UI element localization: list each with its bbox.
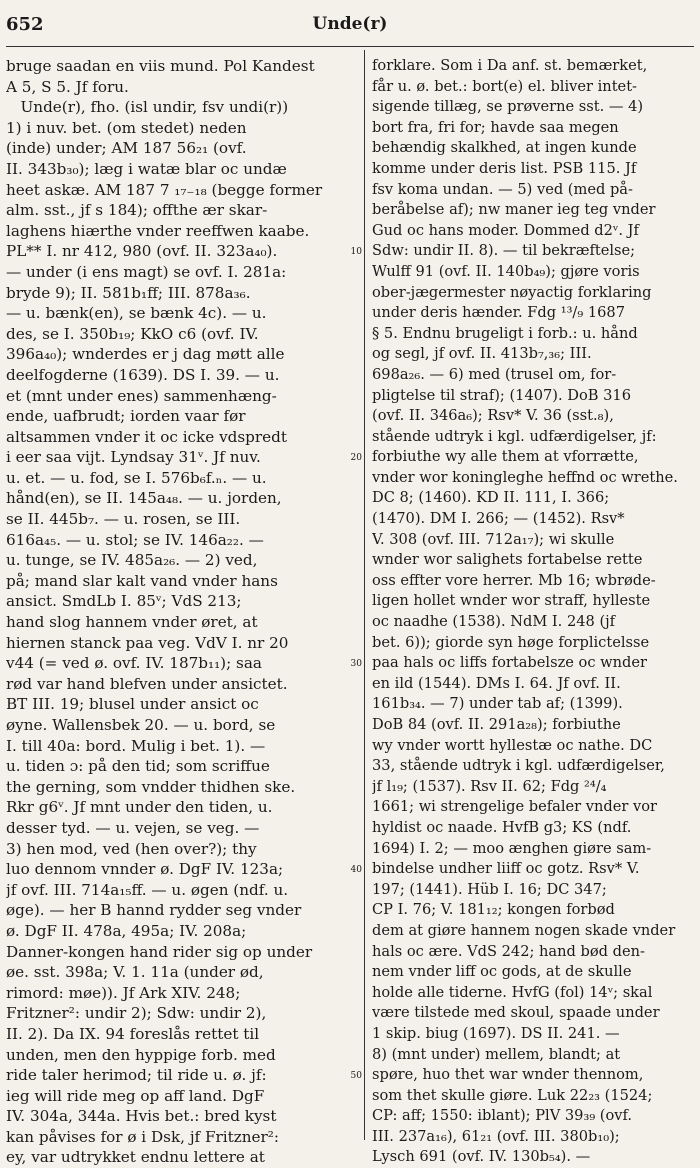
text-line: hyldist oc naade. HvfB g3; KS (ndf. [372,818,632,836]
text-line: V. 308 (ovf. III. 712a₁₇); wi skulle [372,530,615,548]
text-line: oc naadhe (1538). NdM I. 248 (jf [372,613,616,631]
text-line: wnder wor salighets fortabelse rette [372,551,643,569]
text-line: 161b₃₄. — 7) under tab af; (1399). [372,695,623,713]
text-line: pligtelse til straf); (1407). DoB 316 [372,386,631,404]
text-line: v44 (= ved ø. ovf. IV. 187b₁₁); saa [6,654,262,673]
line-number: 10 [350,247,362,258]
text-line: PL** I. nr 412, 980 (ovf. II. 323a₄₀). [6,242,278,261]
text-line: forklare. Som i Da anf. st. bemærket, [372,57,648,74]
text-line: øge). — her B hannd rydder seg vnder [6,901,302,920]
text-line: Danner-kongen hand rider sig op under [6,942,313,961]
text-line: jf l₁₉; (1537). Rsv II. 62; Fdg ²⁴/₄ [372,777,607,795]
text-line: øyne. Wallensbek 20. — u. bord, se [6,716,276,734]
text-line: under deris hænder. Fdg ¹³/₉ 1687 [372,304,625,322]
text-line: rimord: møe)). Jf Ark XIV. 248; [6,983,241,1002]
running-head: Unde(r) [312,14,388,34]
text-line: være tilstede med skoul, spaade under [372,1004,660,1022]
text-line: bort fra, fri for; havde saa megen [372,118,619,136]
text-line: som thet skulle giøre. Luk 22₂₃ (1524; [372,1086,653,1104]
text-line: u. tunge, se IV. 485a₂₆. — 2) ved, [6,551,258,570]
text-line: u. et. — u. fod, se I. 576b₆f.ₙ. — u. [6,468,267,487]
text-line: nem vnder liff oc gods, at de skulle [372,963,632,981]
text-line: II. 343b₃₀); læg i watæ blar oc undæ [6,159,287,178]
text-line: oss effter vore herrer. Mb 16; wbrøde- [372,571,656,589]
text-line: bruge saadan en viis mund. Pol Kandest [6,57,315,75]
text-line: sigende tillæg, se prøverne sst. — 4) [372,98,644,116]
text-line: bindelse undher liiff oc gotz. Rsv* V. [372,860,640,878]
text-line: (1470). DM I. 266; — (1452). Rsv* [372,510,625,528]
text-line: 3) hen mod, ved (hen over?); thy [6,839,257,858]
text-line: behændig skalkhed, at ingen kunde [372,139,637,157]
text-line: hand slog hannem vnder øret, at [6,613,258,632]
text-line: alm. sst., jf s 184); offthe ær skar- [6,201,268,220]
text-line: 616a₄₅. — u. stol; se IV. 146a₂₂. — [6,530,264,549]
text-line: Lysch 691 (ovf. IV. 130b₅₄). — [372,1148,591,1166]
text-line: CP I. 76; V. 181₁₂; kongen forbød [372,901,615,919]
text-line: får u. ø. bet.: bort(e) el. bliver intet- [372,77,637,95]
right-column [372,56,694,1168]
text-line: 33, stående udtryk i kgl. udfærdigelser, [372,757,665,775]
text-line: 1 skip. biug (1697). DS II. 241. — [372,1024,620,1042]
text-line: ende, uafbrudt; iorden vaar før [6,407,246,426]
text-line: deelfogderne (1639). DS I. 39. — u. [6,365,280,384]
text-line: et (mnt under enes) sammenhæng- [6,386,277,405]
text-line: CP: aff; 1550: iblant); PlV 39₃₉ (ovf. [372,1107,633,1125]
text-line: komme under deris list. PSB 115. Jf [372,159,637,177]
text-line: vnder wor koningleghe heffnd oc wrethe. [372,468,678,486]
text-line: en ild (1544). DMs I. 64. Jf ovf. II. [372,674,621,692]
column-rule [364,50,365,1140]
text-line: (ovf. II. 346a₆); Rsv* V. 36 (sst.₈), [372,407,614,425]
text-line: 8) (mnt under) mellem, blandt; at [372,1045,621,1063]
text-line: paa hals oc liffs fortabelsze oc wnder [372,654,647,672]
text-line: unden, men den hyppige forb. med [6,1045,276,1064]
text-line: desser tyd. — u. vejen, se veg. — [6,818,260,837]
text-line: luo dennom vnnder ø. DgF IV. 123a; [6,860,284,879]
text-line: ansict. SmdLb I. 85ᵛ; VdS 213; [6,592,242,611]
line-number: 20 [350,453,362,464]
page-number: 652 [6,14,44,35]
text-line: altsammen vnder it oc icke vdspredt [6,427,287,446]
text-line: spøre, huo thet war wnder thennom, [372,1066,644,1084]
text-line: jf ovf. III. 714a₁₅ff. — u. øgen (ndf. u. [6,880,289,899]
line-number: 50 [350,1071,362,1082]
text-line: bet. 6)); giorde syn høge forplictelsse [372,633,650,651]
text-line: DC 8; (1460). KD II. 111, I. 366; [372,489,610,507]
text-line: Gud oc hans moder. Dommed d2ᵛ. Jf [372,221,639,239]
text-line: u. tiden ɔ: på den tid; som scriffue [6,757,270,776]
text-line: laghens hiærthe vnder reeffwen kaabe. [6,221,310,240]
text-line: kan påvises for ø i Dsk, jf Fritzner²: [6,1127,279,1146]
text-line: — under (i ens magt) se ovf. I. 281a: [6,262,287,281]
text-line: dem at giøre hannem nogen skade vnder [372,921,676,939]
text-line: ober-jægermester nøyactig forklaring [372,283,652,301]
text-line: stående udtryk i kgl. udfærdigelser, jf: [372,427,657,445]
line-number: 30 [350,659,362,670]
text-line: — u. bænk(en), se bænk 4c). — u. [6,304,267,323]
text-line: § 5. Endnu brugeligt i forb.: u. hånd [372,324,638,342]
text-line: øe. sst. 398a; V. 1. 11a (under ød, [6,963,264,982]
text-line: 698a₂₆. — 6) med (trusel om, for- [372,365,617,383]
text-line: ieg will ride meg op aff land. DgF [6,1086,265,1105]
text-line: (inde) under; AM 187 56₂₁ (ovf. [6,139,247,158]
line-number: 40 [350,865,362,876]
text-line: fsv koma undan. — 5) ved (med på- [372,180,633,198]
text-line: og segl, jf ovf. II. 413b₇,₃₆; III. [372,345,592,363]
text-line: forbiuthe wy alle them at vforrætte, [372,448,639,466]
text-line: hiernen stanck paa veg. VdV I. nr 20 [6,633,289,652]
text-line: 1) i nuv. bet. (om stedet) neden [6,118,247,137]
text-line: se II. 445b₇. — u. rosen, se III. [6,510,241,529]
text-line: heet askæ. AM 187 7 ₁₇₋₁₈ (begge former [6,180,323,199]
text-line: ride taler herimod; til ride u. ø. jf: [6,1066,267,1085]
text-line: Rkr g6ᵛ. Jf mnt under den tiden, u. [6,798,273,817]
text-line: beråbelse af); nw maner ieg teg vnder [372,201,656,219]
text-line: 1694) I. 2; — moo ænghen giøre sam- [372,839,652,857]
text-line: 396a₄₀); wnderdes er j dag møtt alle [6,345,285,364]
text-line: ø. DgF II. 478a, 495a; IV. 208a; [6,921,247,940]
text-line: A 5, S 5. Jf foru. [6,77,129,96]
text-line: på; mand slar kalt vand vnder hans [6,571,278,590]
text-line: BT III. 19; blusel under ansict oc [6,695,259,714]
text-line: 197; (1441). Hüb I. 16; DC 347; [372,880,607,898]
text-line: II. 2). Da IX. 94 foreslås rettet til [6,1024,260,1043]
text-line: III. 237a₁₆), 61₂₁ (ovf. III. 380b₁₀); [372,1127,620,1145]
text-line: ligen hollet wnder wor straff, hylleste [372,592,651,610]
left-column [6,56,360,1168]
text-line: Sdw: undir II. 8). — til bekræftelse; [372,242,636,260]
text-line: wy vnder wortt hyllestæ oc nathe. DC [372,736,653,754]
text-line: Fritzner²: undir 2); Sdw: undir 2), [6,1004,267,1023]
text-line: ey, var udtrykket endnu lettere at [6,1148,265,1167]
text-line: bryde 9); II. 581b₁ff; III. 878a₃₆. [6,283,251,302]
text-line: des, se I. 350b₁₉; KkO c6 (ovf. IV. [6,324,259,343]
text-line: Unde(r), fho. (isl undir, fsv undi(r)) [6,98,289,117]
text-line: hals oc ære. VdS 242; hand bød den- [372,942,645,960]
text-line: holde alle tiderne. HvfG (fol) 14ᵛ; skal [372,983,653,1001]
text-line: 1661; wi strengelige befaler vnder vor [372,798,658,816]
header-rule [6,46,694,47]
text-line: rød var hand blefven under ansictet. [6,674,288,693]
text-line: the gerning, som vndder thidhen ske. [6,777,296,796]
text-line: i eer saa vijt. Lyndsay 31ᵛ. Jf nuv. [6,448,261,467]
text-line: IV. 304a, 344a. Hvis bet.: bred kyst [6,1107,277,1126]
text-line: hånd(en), se II. 145a₄₈. — u. jorden, [6,489,282,508]
text-line: I. till 40a: bord. Mulig i bet. 1). — [6,736,266,755]
text-line: DoB 84 (ovf. II. 291a₂₈); forbiuthe [372,716,621,733]
text-line: Wulff 91 (ovf. II. 140b₄₉); gjøre voris [372,262,640,280]
